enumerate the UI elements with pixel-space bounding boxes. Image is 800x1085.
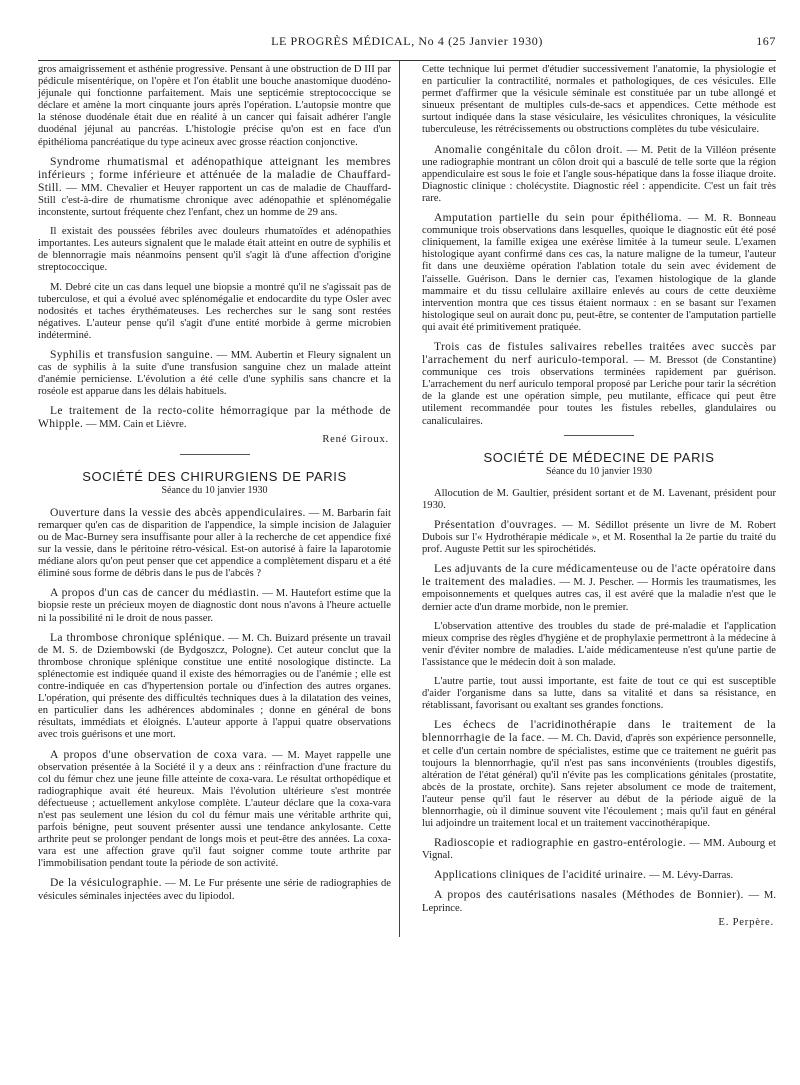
paragraph: Allocution de M. Gaultier, président sortant et de M. Lavenant, président pour 1930.: [422, 487, 776, 511]
article-entry: [422, 519, 776, 556]
paragraph: M. Debré cite un cas dans lequel une biopsie a montré qu'il ne s'agissait pas de tuberculose, et qui a évolué avec splénomégalie et endocardite du type Osler avec nodosités et taches érythémateuses. Les recherches sur le sang sont restées négatives. L'auteur pense qu'il s'agit d'une entité morbide à germe microbien indéterminé.: [38, 281, 391, 341]
article-heading: Les échecs de l'acridinothérapie dans le traitement de la blennorrhagie de la face.: [422, 718, 776, 745]
article-text: — MM. Chevalier et Heuyer rapportent un cas de maladie de Chauffard-Still c'est-à-dire de rhumatisme chronique avec adénopathie et splénomégalie inconstente, surtout fréquente chez l'enfant, chez un homme de 29 ans.: [38, 182, 391, 219]
article-text: — M. Ch. Buizard présente un travail de M. S. de Dziembowski (de Bydgoszcz, Pologne). Cet auteur conclut que la thrombose chronique splénique constitue une entité nosologique distincte. La splénectomie est indiquée quand il existe des hémorragies ou de l'anémie ; elle est contre-indiquée en cas d'hypertension portale ou d'infection des autres organes. L'opération, qui présente des difficultés techniques dues à la dilatation des veines, en particulier dans les adhérences abdominales ; donne en général de bons résultats, immédiats et éloignés. L'auteur apporte à l'appui quatre observations avec trois guérisons et une mort.: [38, 632, 391, 741]
paragraph: gros amaigrissement et asthénie progressive. Pensant à une obstruction de D III par pédicule misentérique, on l'opère et l'on établit une bouche anastomique duodéno-jéjunale qui fonctionne parfaitement. Mais une septicémie streptococcique se déclare et amène la mort cinquante jours après l'opération. L'autopsie montre que la sténose duodénale était due en réalité à un cancer qui faisait adhérer l'angle duodénal jéjunal au pancréas. L'histologie précise qu'on est en face d'un épithélioma pancréatique du type acineux avec grosse réaction conjonctive.: [38, 64, 391, 148]
section-divider: [564, 435, 634, 436]
article-text: — M. Lévy-Darras.: [646, 870, 734, 882]
article-heading: De la vésiculographie.: [50, 876, 162, 890]
article-text: — M. Sédillot présente un livre de M. Robert Dubois sur l'« Hydrothérapie médicale », et M. Rosenthal la 2e partie du traité du prof. Auguste Pettit sur les spirochétidés.: [422, 520, 776, 556]
author-signature: E. Perpère.: [718, 916, 774, 928]
article-entry: [38, 405, 391, 431]
article-text: — M. J. Pescher. — Hormis les traumatismes, les empoisonnements et quelques autres cas, il est avéré que la maladie n'est que le dernier acte d'un drame morbide, non le premier.: [422, 577, 776, 613]
article-entry: [422, 837, 776, 862]
article-text: — M. Leprince.: [422, 890, 777, 914]
paragraph: Cette technique lui permet d'étudier successivement l'anatomie, la physiologie et en particulier la contractilité, normales et pathologiques, de ces vésicules. Elle permet d'affirmer que la vésicule séminale est constituée par un tube allongé et sinueux présentant de multiples culs-de-sacs et appendices. Cette méthode est surtout indiquée dans la stase vésiculaire, les vésiculites chroniques, la vésiculite tuberculeuse, les rétrécissements ou obstructions complètes du tube vésiculaire.: [422, 64, 776, 136]
article-text: — MM. Cain et Lièvre.: [83, 419, 187, 431]
article-heading: Radioscopie et radiographie en gastro-entérologie.: [434, 836, 686, 850]
page-number: 167: [756, 34, 776, 48]
article-entry: [38, 349, 391, 398]
article-entry: [422, 719, 776, 830]
article-heading: Anomalie congénitale du côlon droit.: [434, 142, 623, 156]
paragraph: Il existait des poussées fébriles avec douleurs rhumatoïdes et adénopathies importantes. Les auteurs signalent que le malade était atteint en outre de syphilis et de blennorragie mais néanmoins pensent qu'il s'agit là d'une affection d'origine streptococcique.: [38, 226, 391, 274]
article-text: — M. Hautefort estime que la biopsie reste un précieux moyen de diagnostic dont nous n'avons à l'heure actuelle ni la possibilité ni le droit de nous passer.: [38, 588, 391, 624]
article-heading: Syndrome rhumatismal et adénopathique atteignant les membres inférieurs ; forme inférieure et atténuée de la maladie de Chauffard-Still.: [38, 154, 391, 194]
article-text: — M. Mayet rappelle une observation présentée à la Société il y a deux ans : réinfraction d'une fracture du col du fémur chez une jeune fille atteinte de coxa-vara. Le résultat orthopédique et radiographique avait été heureux. Mais l'évolution ultérieure s'est montrée défectueuse ; actuellement ankylose complète. L'auteur déclare que la coxa-vara n'est pas seulement une lésion du col du fémur mais une véritable arthrite qui, parfois bénigne, peut souvent présenter aussi une tendance ankylosante. Cette arthrite peut se prolonger pendant de longs mois et peut-être des années. La coxa-vara est une affection grave qu'il faut soigner comme toute arthrite par l'immobilisation pendant toute la période de son activité.: [38, 749, 391, 870]
journal-title-line: LE PROGRÈS MÉDICAL, No 4 (25 Janvier 1930): [271, 34, 543, 48]
article-entry: [422, 212, 776, 334]
article-text: — M. Ch. David, d'après son expérience personnelle, et celle d'un certain nombre de spécialistes, estime que ce traitement ne guérit pas toujours la blennorrhagie, qu'il n'est pas sans inconvénients (troubles digestifs, altération de l'état général) qu'il n'évite pas les complications génitales (prostatite, abcès de la prostate, orchite). Sans rejeter absolument ce mode de traitement, l'auteur pense qu'il faut le réserver au début de la période aiguë de la blennorrhagie, où il diminue souvent vite l'écoulement ; mais qu'il faut en général lui adjoindre un traitement local et un traitement vaccinothérapique.: [422, 733, 776, 830]
article-heading: Les adjuvants de la cure médicamenteuse ou de l'acte opératoire dans le traitement des maladies.: [422, 562, 776, 589]
paragraph: L'observation attentive des troubles du stade de pré-maladie et l'application mieux comprise des règles d'hygiène et de prophylaxie permettront à la médecine à venir d'éviter nombre de maladies. L'aide médicamenteuse n'est qu'une partie de l'assistance que le médecin doit à son malade.: [422, 620, 776, 668]
two-column-body: [38, 61, 776, 937]
article-entry: [38, 632, 391, 742]
article-entry: [422, 869, 776, 882]
article-text: — M. Le Fur présente une série de radiographies de vésicules séminales injectées avec du lipiodol.: [38, 878, 391, 902]
right-column: [422, 61, 776, 937]
article-entry: [422, 341, 776, 428]
article-heading: La thrombose chronique splénique.: [50, 630, 225, 644]
article-entry: [38, 507, 391, 581]
article-entry: [422, 144, 776, 205]
article-heading: A propos des cautérisations nasales (Méthodes de Bonnier).: [434, 888, 744, 902]
article-heading: Amputation partielle du sein pour épithélioma.: [434, 211, 682, 225]
running-head: [38, 34, 776, 56]
article-entry: [38, 749, 391, 871]
article-heading: Présentation d'ouvrages.: [434, 518, 557, 531]
society-title: SOCIÉTÉ DES CHIRURGIENS DE PARIS: [82, 468, 347, 484]
session-date: Séance du 10 janvier 1930: [545, 465, 653, 477]
article-entry: [38, 587, 391, 624]
article-entry: [422, 563, 776, 613]
section-divider: [180, 454, 250, 455]
article-entry: [38, 877, 391, 902]
left-column: [38, 61, 400, 937]
article-heading: Ouverture dans la vessie des abcès appendiculaires.: [50, 505, 306, 519]
article-heading: A propos d'un cas de cancer du médiastin.: [50, 586, 260, 600]
article-heading: Syphilis et transfusion sanguine.: [50, 347, 214, 361]
paragraph: L'autre partie, tout aussi importante, est faite de tout ce qui est susceptible d'aider l'organisme dans sa lutte, dans sa vitalité et dans sa résistance, en rétablissant, favorisant ou exaltant ses grandes fonctions.: [422, 676, 776, 712]
article-entry: [38, 156, 391, 219]
article-text: — M. Petit de la Villéon présente une radiographie montrant un côlon droit qui a basculé de telle sorte que la région appendiculaire est sous le foie et l'angle sous-hépatique dans la fosse iliaque droite. Diagnostic clinique : cholécystite. Diagnostic réel : appendicite. C'est un fait très rare.: [422, 144, 776, 204]
article-text: — MM. Aubertin et Fleury signalent un cas de syphilis à la suite d'une transfusion sanguine chez un malade atteint d'anémie perniciense. L'évolution a été celle d'une syphilis sans chancre et la roséole est apparue dans les délais habituels.: [38, 349, 391, 398]
article-heading: A propos d'une observation de coxa vara.: [50, 747, 268, 761]
article-entry: [422, 889, 776, 914]
article-text: — M. Bressot (de Constantine) communique ces trois observations terminées rapidement par guérison. L'arrachement du nerf auriculo temporal proposé par Leriche pour tarir la sécrétion de la glande est une opération simple, peu mutilante, efficace qui peut être utilement recommandée pour toutes les fistules rebelles, glandulaires ou canaliculaires.: [422, 355, 777, 427]
session-date: Séance du 10 janvier 1930: [161, 484, 268, 496]
article-text: — M. Barbarin fait remarquer qu'en cas de disparition de l'appendice, la simple incision de Jalaguier ou de Mac-Burney sera insuffisante pour aller à la recherche de cet appendice fixé sur la vessie, dans le péritoine rétro-vésical. Est-on autorisé à faire la laparotomie médiane alors qu'on peut penser que cet appendice a complètement disparu et a été éliminé sous forme de débris dans le pus de l'abcès ?: [38, 507, 391, 580]
author-signature: René Giroux.: [322, 433, 389, 445]
article-heading: Trois cas de fistules salivaires rebelles traitées avec succès par l'arrachement du nerf auriculo-temporal.: [422, 339, 776, 367]
article-text: — MM. Aubourg et Vignal.: [422, 838, 776, 862]
article-text: — M. R. Bonneau communique trois observations dans lesquelles, quoique le diagnostic eût été posé cliniquement, la famille exigea une exérèse limitée à la tumeur seule. L'examen histologique ayant confirmé dans ces cas, la nature maligne de la tumeur, l'auteur fit dans une deuxième opération l'ablation totale du sein avec évidement de l'aisselle. Guérison. Dans le dernier cas, l'examen histologique de la glande mammaire et du tissu cellulaire axillaire enlevés au cours de cette deuxième intervention montra que ces tissus étaient normaux : en se basant sur l'examen histologique seul on aurait donc pu, peut-être, se contenter de l'amputation partielle qui avait été primitivement pratiquée.: [422, 213, 776, 333]
article-heading: Applications cliniques de l'acidité urinaire.: [434, 868, 647, 882]
article-heading: Le traitement de la recto-colite hémorragique par la méthode de Whipple.: [38, 404, 391, 431]
society-title: SOCIÉTÉ DE MÉDECINE DE PARIS: [483, 449, 715, 465]
